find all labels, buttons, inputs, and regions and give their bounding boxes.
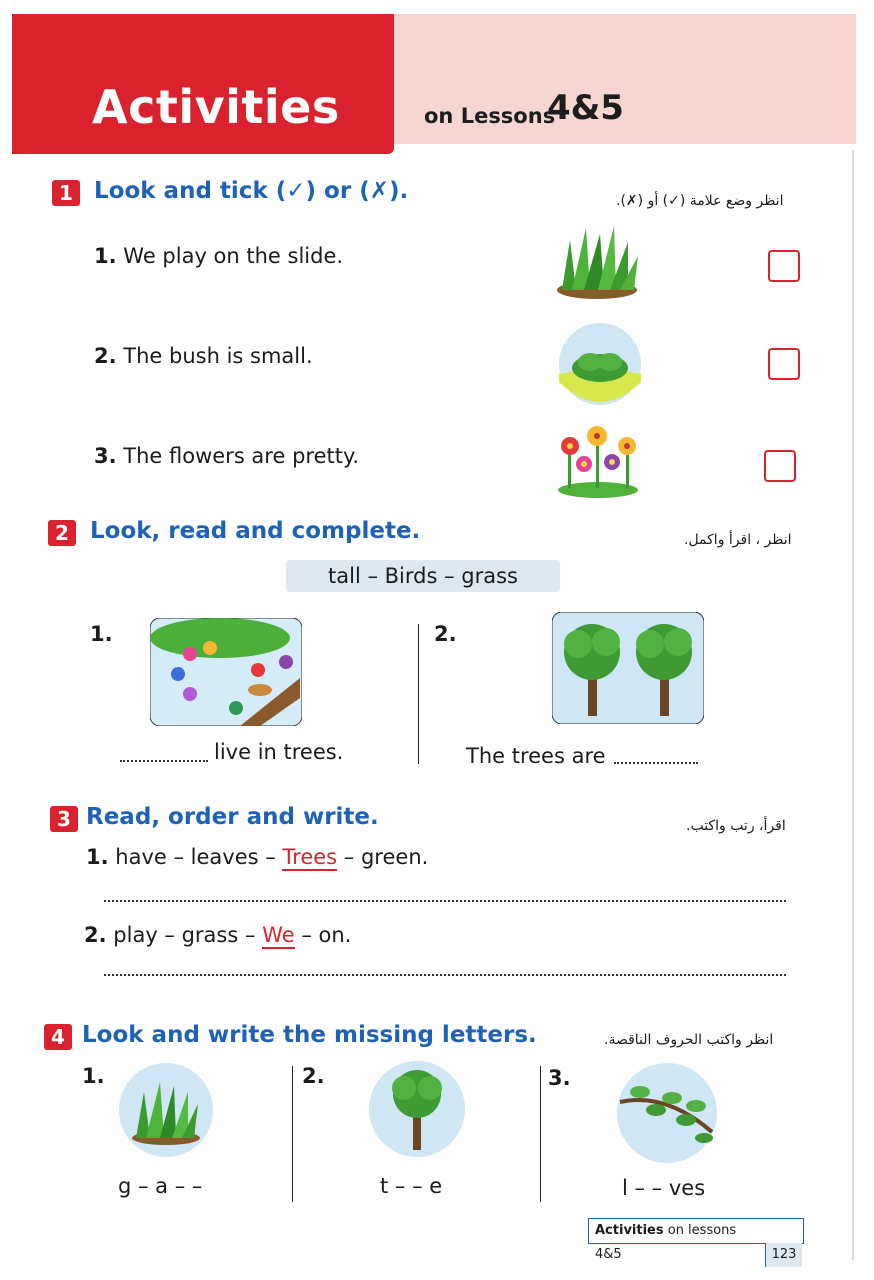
s4-item-1-num: 1. [82, 1064, 105, 1088]
s4-divider-2 [540, 1066, 541, 1202]
section-4-title: Look and write the missing letters. [82, 1022, 537, 1048]
s1-item-1: 1. We play on the slide. [94, 244, 344, 268]
page-title: Activities [92, 80, 340, 134]
tree-circle-picture [368, 1060, 466, 1158]
tick-box-2[interactable] [768, 348, 800, 380]
s4-item-2-num: 2. [302, 1064, 325, 1088]
answer-line-1[interactable] [104, 900, 786, 902]
bush-picture [558, 322, 642, 406]
s2-item-1-sentence: live in trees. [214, 740, 344, 764]
section-4-arabic: انظر واكتب الحروف الناقصة. [604, 1032, 774, 1048]
section-3-badge: 3 [50, 806, 78, 832]
word-bank: tall – Birds – grass [286, 560, 560, 592]
column-divider [418, 624, 419, 764]
grass-circle-picture [118, 1062, 214, 1158]
section-1-badge: 1 [52, 180, 80, 206]
section-2-badge: 2 [48, 520, 76, 546]
flowers-picture [550, 420, 646, 500]
section-1-arabic: انظر وضع علامة (✓) أو (✗). [616, 193, 784, 209]
section-1-title: Look and tick (✓) or (✗). [94, 178, 409, 204]
page-number: 123 [765, 1243, 802, 1267]
s4-divider-1 [292, 1066, 293, 1202]
s4-word-3: l – – ves [622, 1176, 706, 1200]
s4-word-2: t – – e [380, 1174, 443, 1198]
footer-label: Activities on lessons 4&5 [595, 1223, 737, 1262]
answer-line-2[interactable] [104, 974, 786, 976]
s1-item-2: 2. The bush is small. [94, 344, 313, 368]
s1-item-3: 3. The flowers are pretty. [94, 444, 360, 468]
s4-word-1: g – a – – [118, 1174, 203, 1198]
s2-item-1-num: 1. [90, 622, 113, 646]
birds-picture [150, 618, 302, 726]
section-3-title: Read, order and write. [86, 804, 379, 830]
section-2-title: Look, read and complete. [90, 518, 421, 544]
side-divider [852, 150, 854, 1260]
subtitle-numbers: 4&5 [547, 88, 624, 128]
trees-picture [552, 612, 704, 724]
s3-item-1: 1. have – leaves – Trees – green. [86, 845, 429, 869]
grass-picture [552, 220, 642, 302]
s2-item-2-num: 2. [434, 622, 457, 646]
section-4-badge: 4 [44, 1024, 72, 1050]
footer-bar [588, 1218, 804, 1262]
leaves-circle-picture [616, 1062, 718, 1164]
s4-item-3-num: 3. [548, 1066, 571, 1090]
blank-2[interactable] [614, 762, 698, 764]
tick-box-3[interactable] [764, 450, 796, 482]
s3-item-2: 2. play – grass – We – on. [84, 923, 352, 947]
subtitle-prefix: on Lessons [424, 104, 556, 128]
tick-box-1[interactable] [768, 250, 800, 282]
section-2-arabic: انظر ، اقرأ واكمل. [684, 532, 792, 548]
s2-item-2-sentence: The trees are [466, 744, 606, 768]
section-3-arabic: اقرأ، رتب واكتب. [686, 818, 786, 834]
blank-1[interactable] [120, 760, 208, 762]
